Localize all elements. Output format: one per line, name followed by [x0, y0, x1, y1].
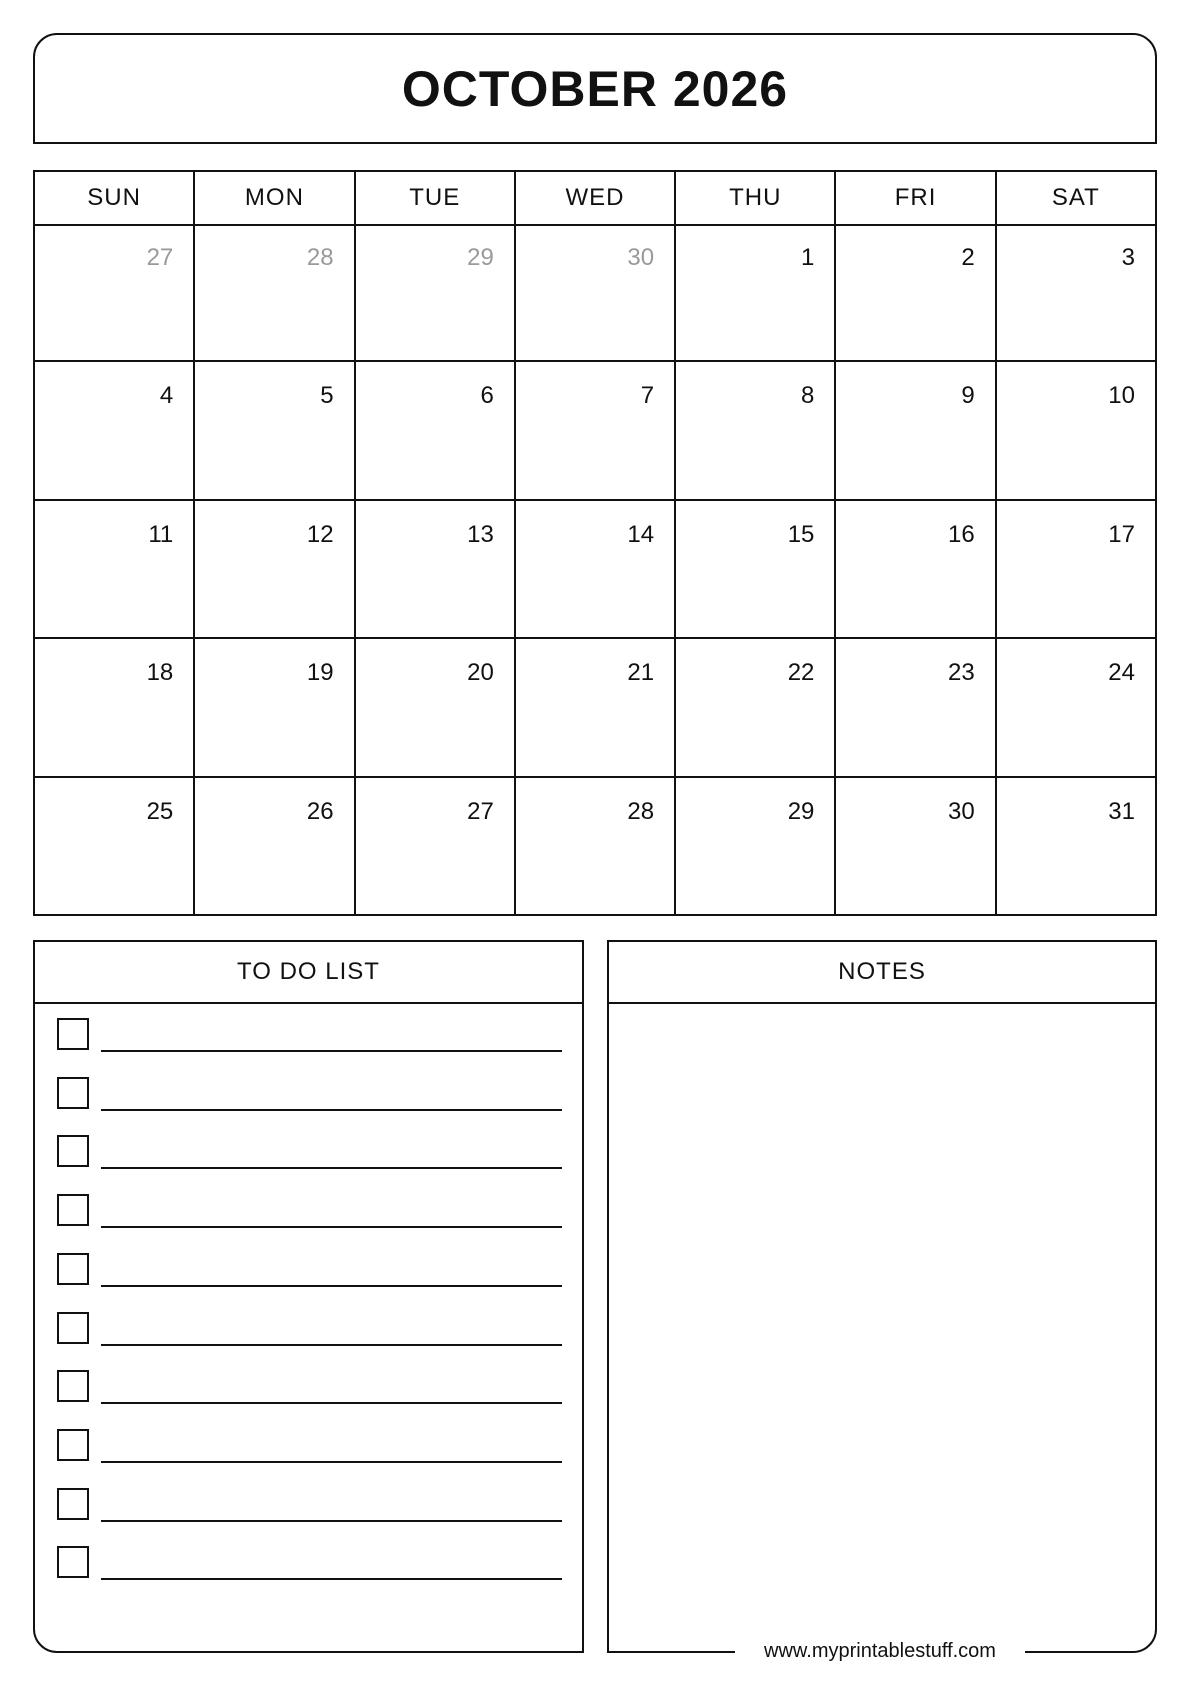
day-cell — [834, 778, 994, 914]
todo-write-line — [101, 1461, 562, 1463]
day-cell — [674, 639, 834, 775]
day-cell — [354, 639, 514, 775]
todo-write-line — [101, 1109, 562, 1111]
todo-item — [57, 1077, 562, 1111]
day-cell — [354, 778, 514, 914]
day-cell — [834, 362, 994, 498]
day-number: 27 — [467, 797, 494, 825]
todo-item — [57, 1488, 562, 1522]
day-number: 17 — [1108, 520, 1135, 548]
todo-checkbox[interactable] — [57, 1077, 89, 1109]
day-cell — [674, 224, 834, 360]
day-number: 20 — [467, 659, 494, 687]
weekday-header: WED — [514, 172, 674, 224]
day-cell — [995, 501, 1155, 637]
day-cell — [354, 224, 514, 360]
day-cell — [674, 362, 834, 498]
day-number: 7 — [640, 382, 655, 410]
todo-checkbox[interactable] — [57, 1546, 89, 1578]
day-number: 6 — [480, 382, 494, 410]
day-cell — [514, 501, 674, 637]
todo-item — [57, 1429, 562, 1463]
day-cell — [193, 224, 353, 360]
day-number: 19 — [306, 659, 334, 687]
day-number: 23 — [947, 659, 975, 687]
day-cell — [354, 501, 514, 637]
day-cell — [35, 778, 193, 914]
day-number: 18 — [146, 659, 174, 687]
todo-item — [57, 1546, 562, 1580]
day-cell — [514, 639, 674, 775]
day-cell — [514, 224, 674, 360]
day-number: 22 — [787, 659, 815, 687]
todo-write-line — [101, 1402, 562, 1404]
day-number: 8 — [801, 382, 815, 410]
day-number: 11 — [148, 520, 174, 548]
day-number: 21 — [627, 659, 655, 687]
todo-checkbox[interactable] — [57, 1018, 89, 1050]
day-cell — [674, 778, 834, 914]
day-cell — [354, 362, 514, 498]
day-number: 28 — [627, 797, 655, 825]
day-number: 25 — [146, 797, 174, 825]
todo-checkbox[interactable] — [57, 1253, 89, 1285]
weekday-header-row — [35, 172, 1155, 226]
week-row — [35, 776, 1155, 914]
weekday-header: MON — [193, 172, 353, 224]
day-number: 30 — [947, 797, 975, 825]
weekday-header: THU — [674, 172, 834, 224]
day-cell — [35, 224, 193, 360]
week-row — [35, 360, 1155, 498]
day-cell — [995, 778, 1155, 914]
week-row — [35, 499, 1155, 637]
day-cell — [834, 501, 994, 637]
day-cell — [834, 224, 994, 360]
todo-item — [57, 1312, 562, 1346]
adjacent-month-day-number: 28 — [306, 244, 334, 271]
day-cell — [35, 362, 193, 498]
weekday-header: TUE — [354, 172, 514, 224]
footer-url: www.myprintablestuff.com — [735, 1634, 1025, 1668]
day-number: 5 — [320, 382, 334, 410]
week-row — [35, 637, 1155, 775]
day-number: 31 — [1108, 797, 1135, 825]
todo-item — [57, 1370, 562, 1404]
day-cell — [193, 639, 353, 775]
todo-checkbox[interactable] — [57, 1312, 89, 1344]
day-number: 13 — [467, 520, 494, 548]
day-number: 26 — [306, 797, 334, 825]
adjacent-month-day-number: 27 — [146, 244, 174, 271]
day-cell — [35, 639, 193, 775]
day-number: 3 — [1121, 244, 1135, 271]
todo-item — [57, 1194, 562, 1228]
calendar-body — [35, 224, 1155, 914]
todo-heading: TO DO LIST — [35, 942, 582, 1004]
day-number: 9 — [961, 382, 975, 410]
day-cell — [35, 501, 193, 637]
day-cell — [995, 362, 1155, 498]
todo-checkbox[interactable] — [57, 1488, 89, 1520]
notes-heading: NOTES — [609, 942, 1155, 1004]
calendar-grid — [33, 170, 1157, 916]
todo-item — [57, 1253, 562, 1287]
todo-write-line — [101, 1344, 562, 1346]
day-cell — [834, 639, 994, 775]
day-cell — [193, 501, 353, 637]
todo-item — [57, 1018, 562, 1052]
week-row — [35, 224, 1155, 360]
todo-checkbox[interactable] — [57, 1135, 89, 1167]
day-number: 4 — [159, 382, 174, 410]
day-number: 10 — [1108, 382, 1135, 410]
todo-write-line — [101, 1578, 562, 1580]
day-number: 29 — [787, 797, 815, 825]
title-box — [33, 33, 1157, 144]
day-cell — [674, 501, 834, 637]
day-cell — [193, 778, 353, 914]
day-number: 16 — [947, 520, 975, 548]
notes-panel — [607, 940, 1157, 1653]
adjacent-month-day-number: 30 — [627, 244, 655, 271]
todo-write-line — [101, 1050, 562, 1052]
todo-write-line — [101, 1167, 562, 1169]
day-cell — [514, 778, 674, 914]
day-cell — [514, 362, 674, 498]
day-cell — [995, 224, 1155, 360]
day-number: 14 — [627, 520, 655, 548]
day-cell — [193, 362, 353, 498]
todo-checkbox[interactable] — [57, 1370, 89, 1402]
todo-checkbox[interactable] — [57, 1194, 89, 1226]
todo-write-line — [101, 1226, 562, 1228]
todo-write-line — [101, 1285, 562, 1287]
todo-checkbox[interactable] — [57, 1429, 89, 1461]
day-cell — [995, 639, 1155, 775]
todo-panel — [33, 940, 584, 1653]
todo-write-line — [101, 1520, 562, 1522]
weekday-header: FRI — [834, 172, 994, 224]
day-number: 2 — [961, 244, 975, 271]
day-number: 1 — [801, 244, 815, 271]
calendar-title: OCTOBER 2026 — [401, 60, 789, 117]
weekday-header: SAT — [995, 172, 1155, 224]
day-number: 12 — [306, 520, 334, 548]
adjacent-month-day-number: 29 — [467, 244, 494, 271]
weekday-header: SUN — [87, 184, 141, 211]
day-number: 15 — [787, 520, 815, 548]
todo-item — [57, 1135, 562, 1169]
day-number: 24 — [1108, 659, 1135, 687]
